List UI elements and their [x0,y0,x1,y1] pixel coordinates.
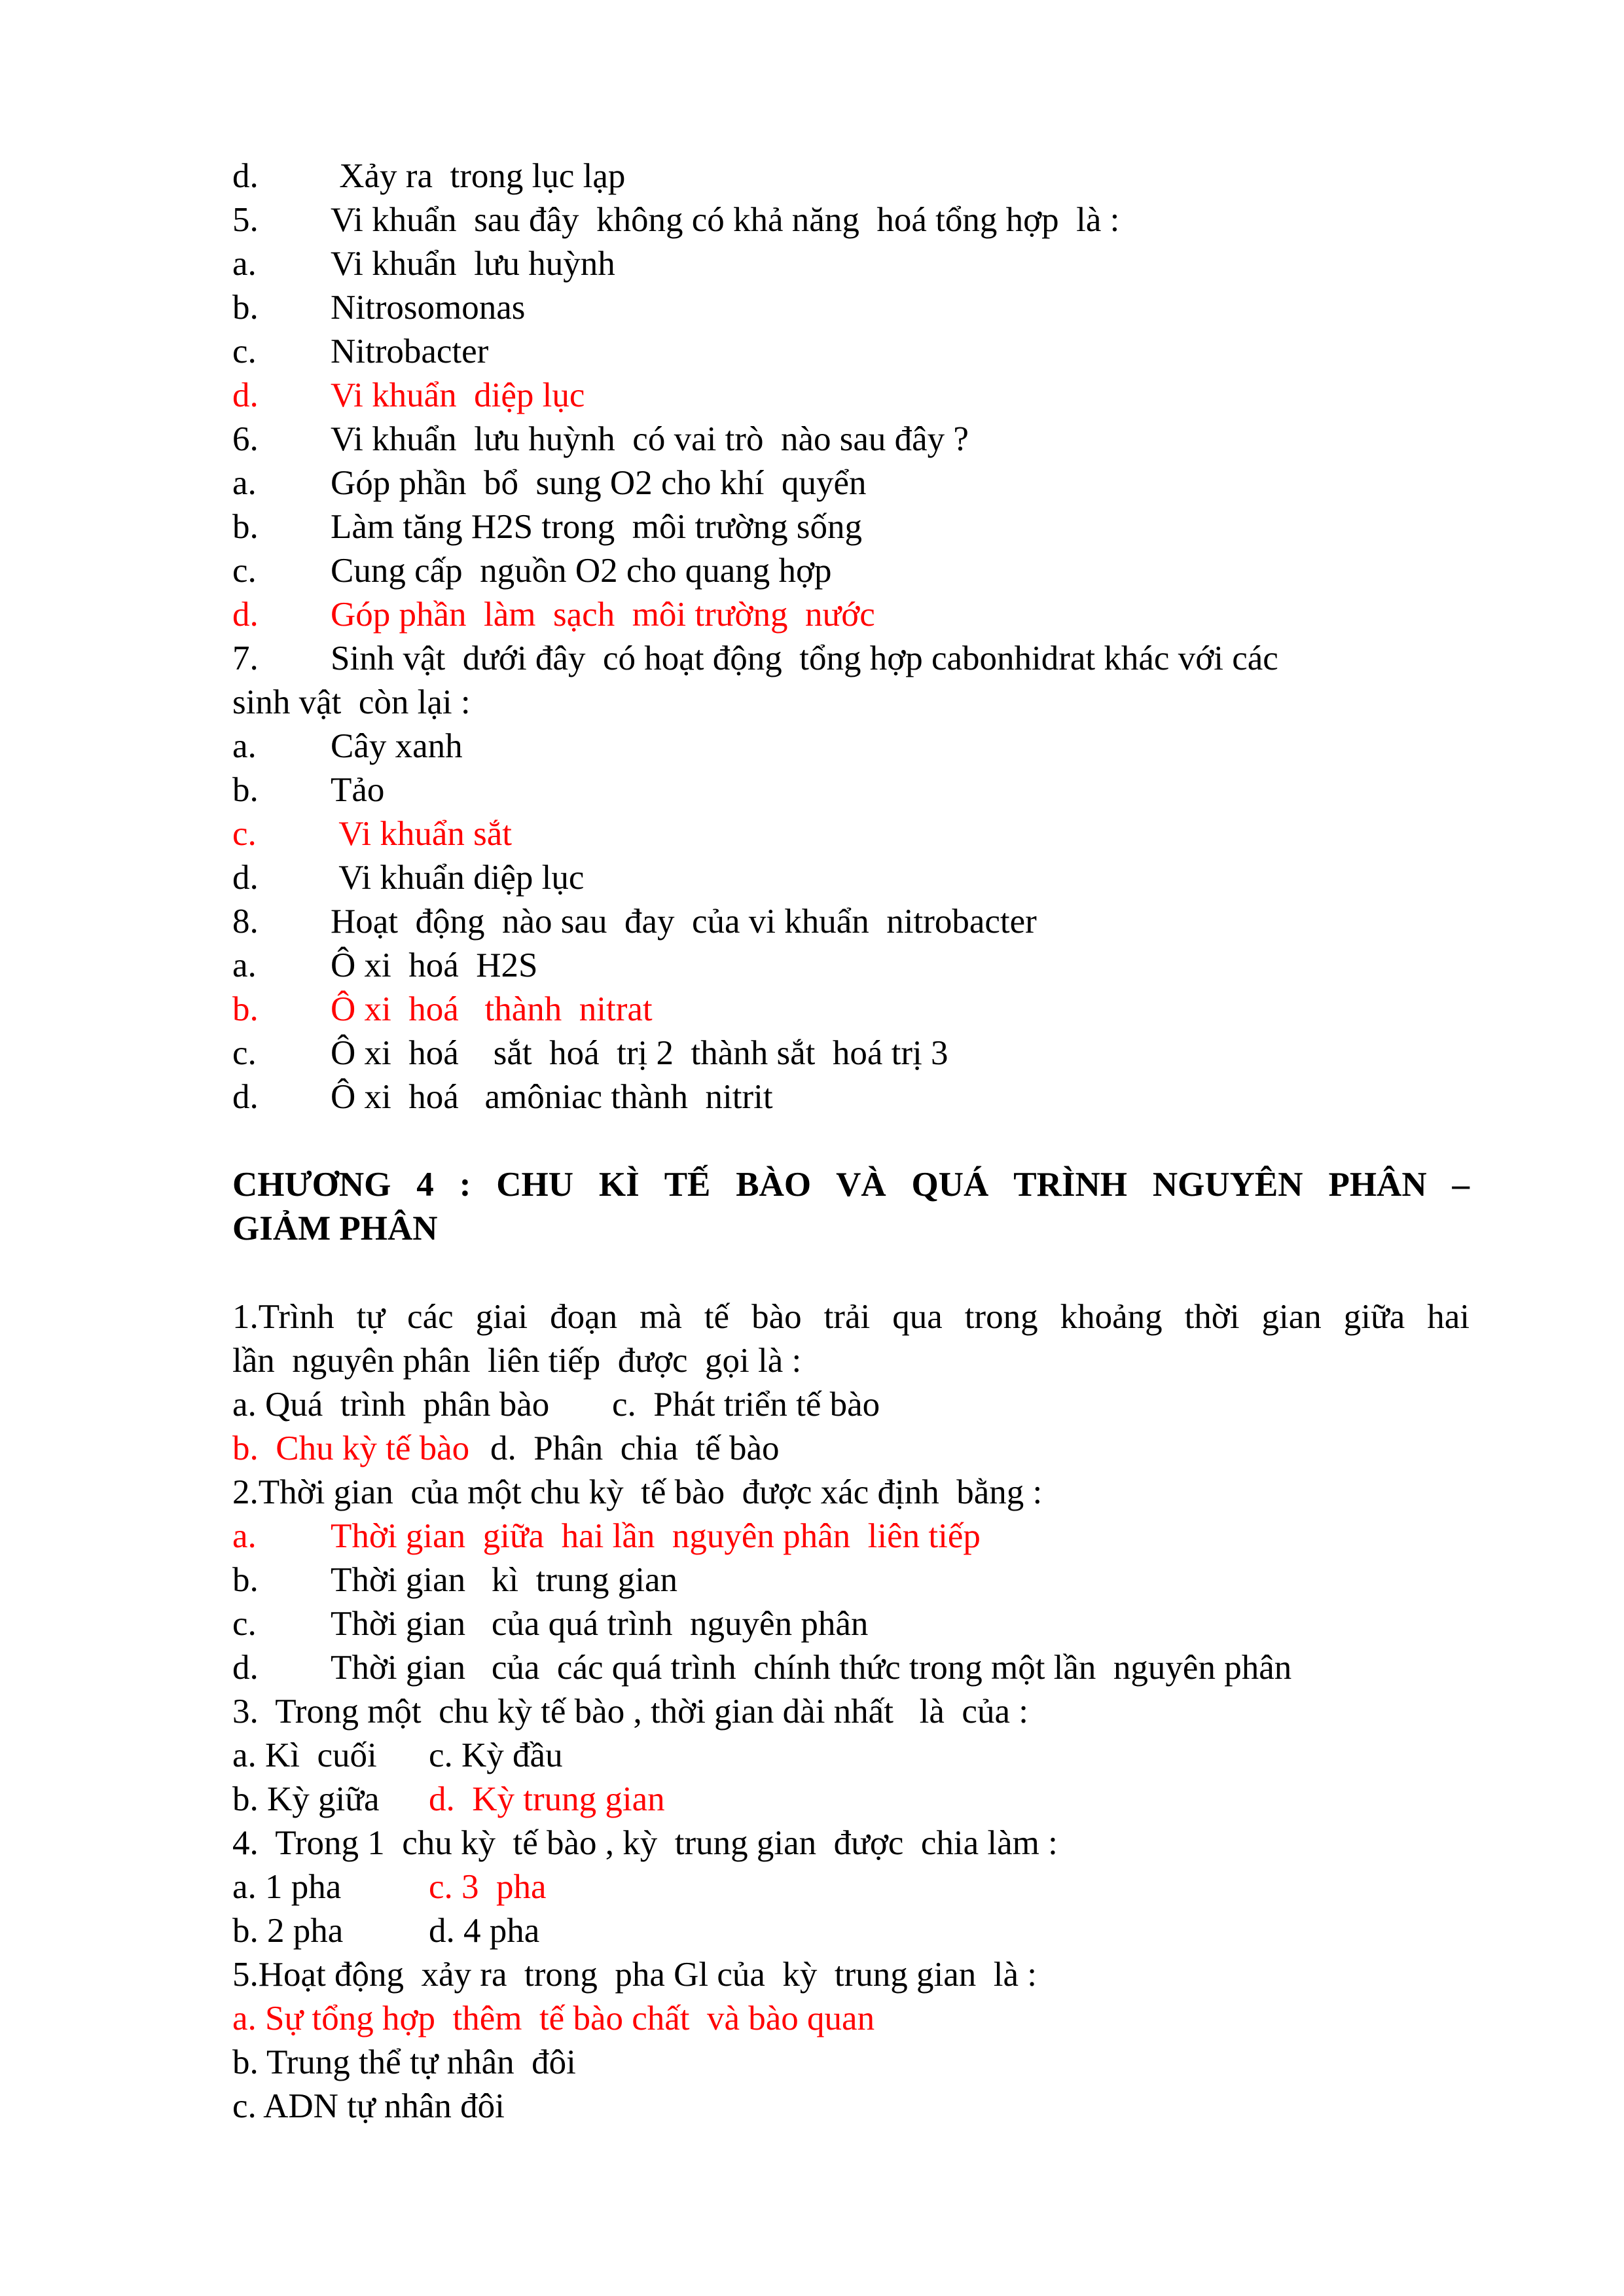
question-line [232,418,969,461]
option-label: c. [232,332,257,370]
option-label: b. [232,771,259,809]
question-text: 1.Trình tự các giai đoạn mà tế bào trải qua trong khoảng thời gian giữa hai [232,1298,1470,1336]
option-text: Tảo [331,771,385,809]
option-row [232,1427,780,1470]
option-text: Ô xi hoá amôniac thành nitrit [331,1078,773,1116]
option-text: b. 2 pha [232,1912,344,1950]
question-text: Sinh vật dưới đây có hoạt động tổng hợp cabonhidrat khác với các [331,639,1278,677]
question-continuation: lần nguyên phân liên tiếp được gọi là : [232,1342,802,1380]
correct-answer-text: d. Kỳ trung gian [429,1780,665,1818]
question-continuation: sinh vật còn lại : [232,683,471,721]
option-text: Vi khuẩn diệp lục [331,859,585,897]
question-number: 8. [232,903,259,941]
option-row [232,1865,547,1909]
option-text: c. Kỳ đầu [429,1736,563,1774]
option-line [232,856,584,899]
question-line [232,198,1119,242]
question-number: 5. [232,201,259,239]
question-number: 7. [232,639,259,677]
question-text: 2.Thời gian của một chu kỳ tế bào được xác định bằng : [232,1473,1043,1511]
option-label: a. [232,464,257,502]
question-text: Vi khuẩn lưu huỳnh có vai trò nào sau đây ? [331,420,969,458]
option-line [232,1031,948,1075]
correct-answer-line [232,812,512,855]
correct-answer-line: a. Sự tổng hợp thêm tế bào chất và bào quan [232,2000,875,2037]
option-line [232,286,525,329]
option-text: Cây xanh [331,727,463,765]
option-line: b. Trung thể tự nhân đôi [232,2043,576,2081]
chapter-title-line2: GIẢM PHÂN [232,1210,438,1247]
option-text: d. 4 pha [429,1912,540,1950]
correct-answer-line [232,1515,981,1558]
option-text: Góp phần bổ sung O2 cho khí quyển [331,464,867,502]
correct-answer-line [232,374,585,417]
option-label: a. [232,1517,257,1555]
option-text: Xảy ra trong lục lạp [331,157,626,195]
option-row [232,1909,539,1952]
option-text: Nitrobacter [331,332,489,370]
correct-answer-text: c. 3 pha [429,1868,547,1906]
correct-answer-line [232,988,653,1031]
option-label: a. [232,245,257,283]
option-label: d. [232,1078,259,1116]
option-label: c. [232,1034,257,1072]
correct-answer-text: b. Chu kỳ tế bào [232,1429,470,1467]
option-line [232,154,625,198]
option-label: b. [232,1561,259,1599]
option-label: c. [232,1605,257,1643]
option-text: c. Phát triển tế bào [612,1386,880,1424]
option-text: Vi khuẩn diệp lục [331,376,585,414]
option-text: Thời gian giữa hai lần nguyên phân liên tiếp [331,1517,981,1555]
option-line [232,1558,677,1602]
option-label: d. [232,859,259,897]
option-text: Thời gian của quá trình nguyên phân [331,1605,869,1643]
option-line [232,1602,868,1645]
question-text: Vi khuẩn sau đây không có khả năng hoá tổng hợp là : [331,201,1120,239]
option-row [232,1734,563,1777]
option-label: b. [232,289,259,327]
option-text: d. Phân chia tế bào [490,1429,780,1467]
option-line [232,725,463,768]
option-line [232,549,832,592]
question-text: 5.Hoạt động xảy ra trong pha Gl của kỳ trung gian là : [232,1956,1038,1994]
option-text: Ô xi hoá sắt hoá trị 2 thành sắt hoá trị 3 [331,1034,948,1072]
question-text: 4. Trong 1 chu kỳ tế bào , kỳ trung gian được chia làm : [232,1824,1058,1862]
option-text: a. Kì cuối [232,1736,377,1774]
option-text: Làm tăng H2S trong môi trường sống [331,508,862,546]
option-line [232,242,615,285]
option-text: Thời gian của các quá trình chính thức trong một lần nguyên phân [331,1649,1292,1687]
question-number: 6. [232,420,259,458]
option-text: a. 1 pha [232,1868,342,1906]
option-label: b. [232,508,259,546]
option-line [232,1075,773,1119]
option-text: b. Kỳ giữa [232,1780,380,1818]
option-line [232,768,384,812]
correct-answer-line [232,593,875,636]
option-label: a. [232,946,257,984]
question-line [232,637,1278,680]
option-label: b. [232,990,259,1028]
option-text: Vi khuẩn lưu huỳnh [331,245,615,283]
option-line [232,505,862,548]
option-line: c. ADN tự nhân đôi [232,2087,505,2125]
option-line [232,1646,1291,1689]
option-text: Thời gian kì trung gian [331,1561,677,1599]
question-text: Hoạt động nào sau đay của vi khuẩn nitrobacter [331,903,1037,941]
option-text: Góp phần làm sạch môi trường nước [331,596,875,634]
option-text: Cung cấp nguồn O2 cho quang hợp [331,552,832,590]
option-label: a. [232,727,257,765]
option-label: d. [232,596,259,634]
option-row [232,1383,880,1426]
option-label: c. [232,552,257,590]
option-label: d. [232,1649,259,1687]
option-text: a. Quá trình phân bào [232,1386,550,1424]
option-label: c. [232,815,257,853]
question-text: 3. Trong một chu kỳ tế bào , thời gian dài nhất là của : [232,1693,1028,1731]
chapter-title-line1: CHƯƠNG 4 : CHU KÌ TẾ BÀO VÀ QUÁ TRÌNH NGUYÊN PHÂN – [232,1166,1470,1204]
option-line [232,330,488,373]
option-row [232,1778,665,1821]
option-text: Vi khuẩn sắt [331,815,513,853]
option-line [232,944,538,987]
option-line [232,461,866,505]
option-label: d. [232,157,259,195]
option-text: Nitrosomonas [331,289,526,327]
option-text: Ô xi hoá thành nitrat [331,990,653,1028]
option-label: d. [232,376,259,414]
question-line [232,900,1037,943]
option-text: Ô xi hoá H2S [331,946,538,984]
